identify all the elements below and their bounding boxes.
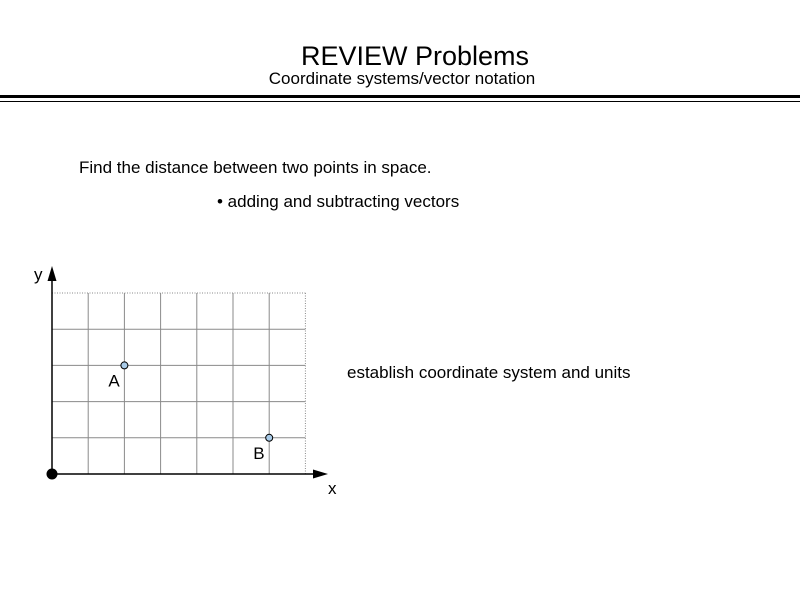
point-b-marker [266, 434, 273, 441]
y-axis-label: y [34, 265, 43, 284]
points [108, 362, 272, 463]
x-axis-arrow-icon [313, 470, 328, 479]
diagram-note: establish coordinate system and units [347, 363, 631, 382]
point-b-label: B [253, 443, 265, 463]
axes [34, 265, 337, 498]
origin-dot [47, 469, 58, 480]
grid [52, 293, 305, 474]
slide-title: REVIEW Problems [300, 41, 530, 71]
point-a-marker [121, 362, 128, 369]
y-axis-arrow-icon [48, 266, 57, 281]
slide-subtitle: Coordinate systems/vector notation [268, 69, 536, 88]
problem-statement: Find the distance between two points in space. [79, 158, 432, 177]
x-axis-label: x [328, 479, 337, 498]
bullet-point: • adding and subtracting vectors [217, 192, 460, 211]
point-a-label: A [108, 371, 120, 391]
